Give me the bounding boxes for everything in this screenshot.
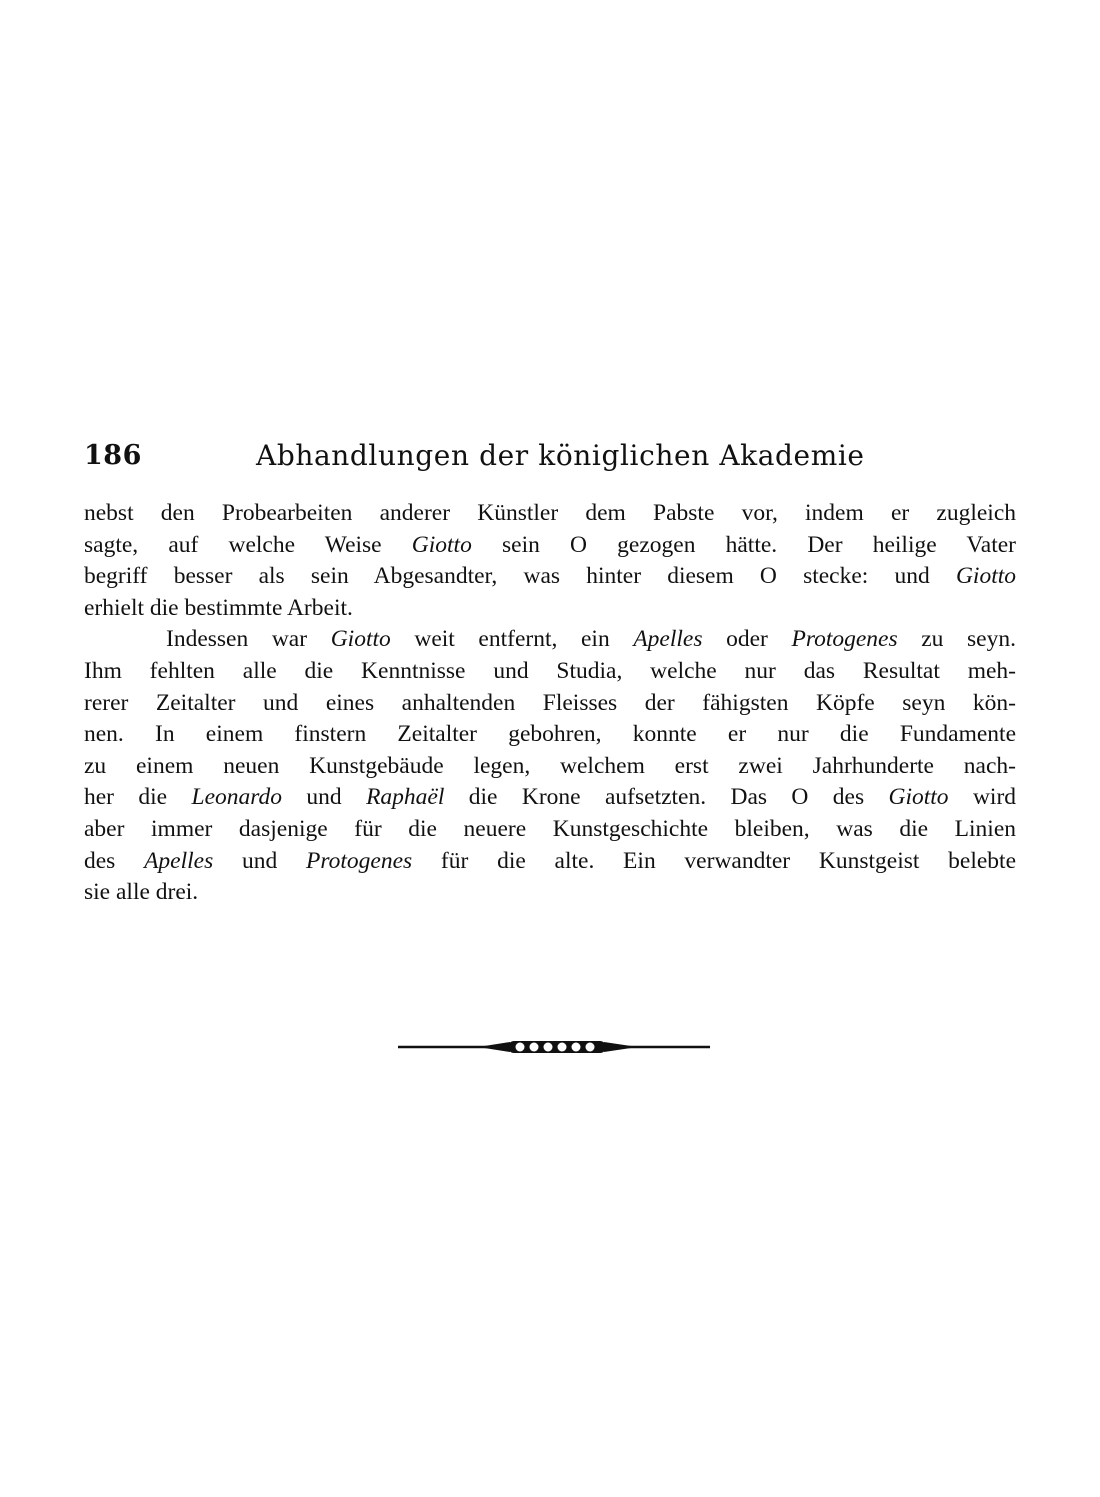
italic-name: Apelles bbox=[633, 626, 703, 653]
text-line bbox=[84, 593, 1016, 625]
body-text bbox=[84, 498, 1016, 909]
text-line bbox=[84, 751, 1016, 783]
paragraph bbox=[84, 498, 1016, 624]
ornament-ring bbox=[544, 1043, 553, 1052]
text-line bbox=[84, 846, 1016, 878]
text-run: Indessen war bbox=[166, 626, 331, 653]
italic-name: Apelles bbox=[144, 847, 214, 874]
text-line bbox=[84, 624, 1016, 656]
italic-name: Leonardo bbox=[191, 784, 283, 811]
text-run: zu seyn. bbox=[897, 626, 1016, 653]
text-run: her die bbox=[84, 784, 192, 811]
text-run: des bbox=[84, 847, 145, 874]
text-line bbox=[84, 561, 1016, 593]
text-run: rerer Zeitalter und eines anhaltenden Fleisses der fähigsten Köpfe seyn kön- bbox=[84, 689, 1016, 716]
text-line bbox=[84, 719, 1016, 751]
ornament-ring bbox=[572, 1043, 581, 1052]
text-line bbox=[84, 814, 1016, 846]
text-run: zu einem neuen Kunstgebäude legen, welchem erst zwei Jahrhunderte nach- bbox=[84, 752, 1016, 779]
italic-name: Giotto bbox=[411, 531, 472, 558]
italic-name: Raphaël bbox=[366, 784, 445, 811]
text-run: sagte, auf welche Weise bbox=[84, 531, 412, 558]
ornament-ring bbox=[586, 1043, 595, 1052]
ornament-taper-left bbox=[478, 1042, 510, 1052]
text-run: aber immer dasjenige für die neuere Kunstgeschichte bleiben, was die Linien bbox=[84, 815, 1016, 842]
text-run: erhielt die bestimmte Arbeit. bbox=[84, 594, 353, 621]
text-line bbox=[84, 877, 1016, 909]
text-line bbox=[84, 498, 1016, 530]
text-run: sie alle drei. bbox=[84, 879, 199, 906]
text-run: weit entfernt, ein bbox=[390, 626, 634, 653]
text-line bbox=[84, 688, 1016, 720]
italic-name: Giotto bbox=[955, 563, 1016, 590]
ornament-ring bbox=[558, 1043, 567, 1052]
text-line bbox=[84, 656, 1016, 688]
ornament-ring bbox=[516, 1043, 525, 1052]
italic-name: Giotto bbox=[330, 626, 391, 653]
text-run: nebst den Probearbeiten anderer Künstler dem Pabste vor, indem er zugleich bbox=[84, 500, 1016, 526]
text-run: nen. In einem finstern Zeitalter gebohren, konnte er nur die Fundamente bbox=[84, 721, 1016, 748]
italic-name: Giotto bbox=[888, 784, 949, 811]
text-line bbox=[84, 782, 1016, 814]
text-line bbox=[84, 530, 1016, 562]
text-run: Ihm fehlten alle die Kenntnisse und Studia, welche nur das Resultat meh- bbox=[84, 657, 1016, 684]
paragraph bbox=[84, 624, 1016, 908]
text-run: die Krone aufsetzten. Das O des bbox=[444, 784, 889, 811]
text-run: oder bbox=[702, 626, 792, 653]
italic-name: Protogenes bbox=[306, 847, 413, 874]
text-run: und bbox=[213, 847, 306, 874]
text-run: sein O gezogen hätte. Der heilige Vater bbox=[471, 531, 1016, 558]
text-run: wird bbox=[948, 784, 1017, 811]
page-number: 186 bbox=[84, 440, 142, 471]
end-ornament bbox=[398, 1036, 710, 1058]
ornament-ring bbox=[530, 1043, 539, 1052]
text-run: und bbox=[282, 784, 367, 811]
text-run: für die alte. Ein verwandter Kunstgeist belebte bbox=[412, 847, 1016, 874]
running-head: Abhandlungen der königlichen Akademie bbox=[256, 439, 865, 472]
italic-name: Protogenes bbox=[791, 626, 898, 653]
text-run: begriff besser als sein Abgesandter, was hinter diesem O stecke: und bbox=[84, 563, 956, 590]
